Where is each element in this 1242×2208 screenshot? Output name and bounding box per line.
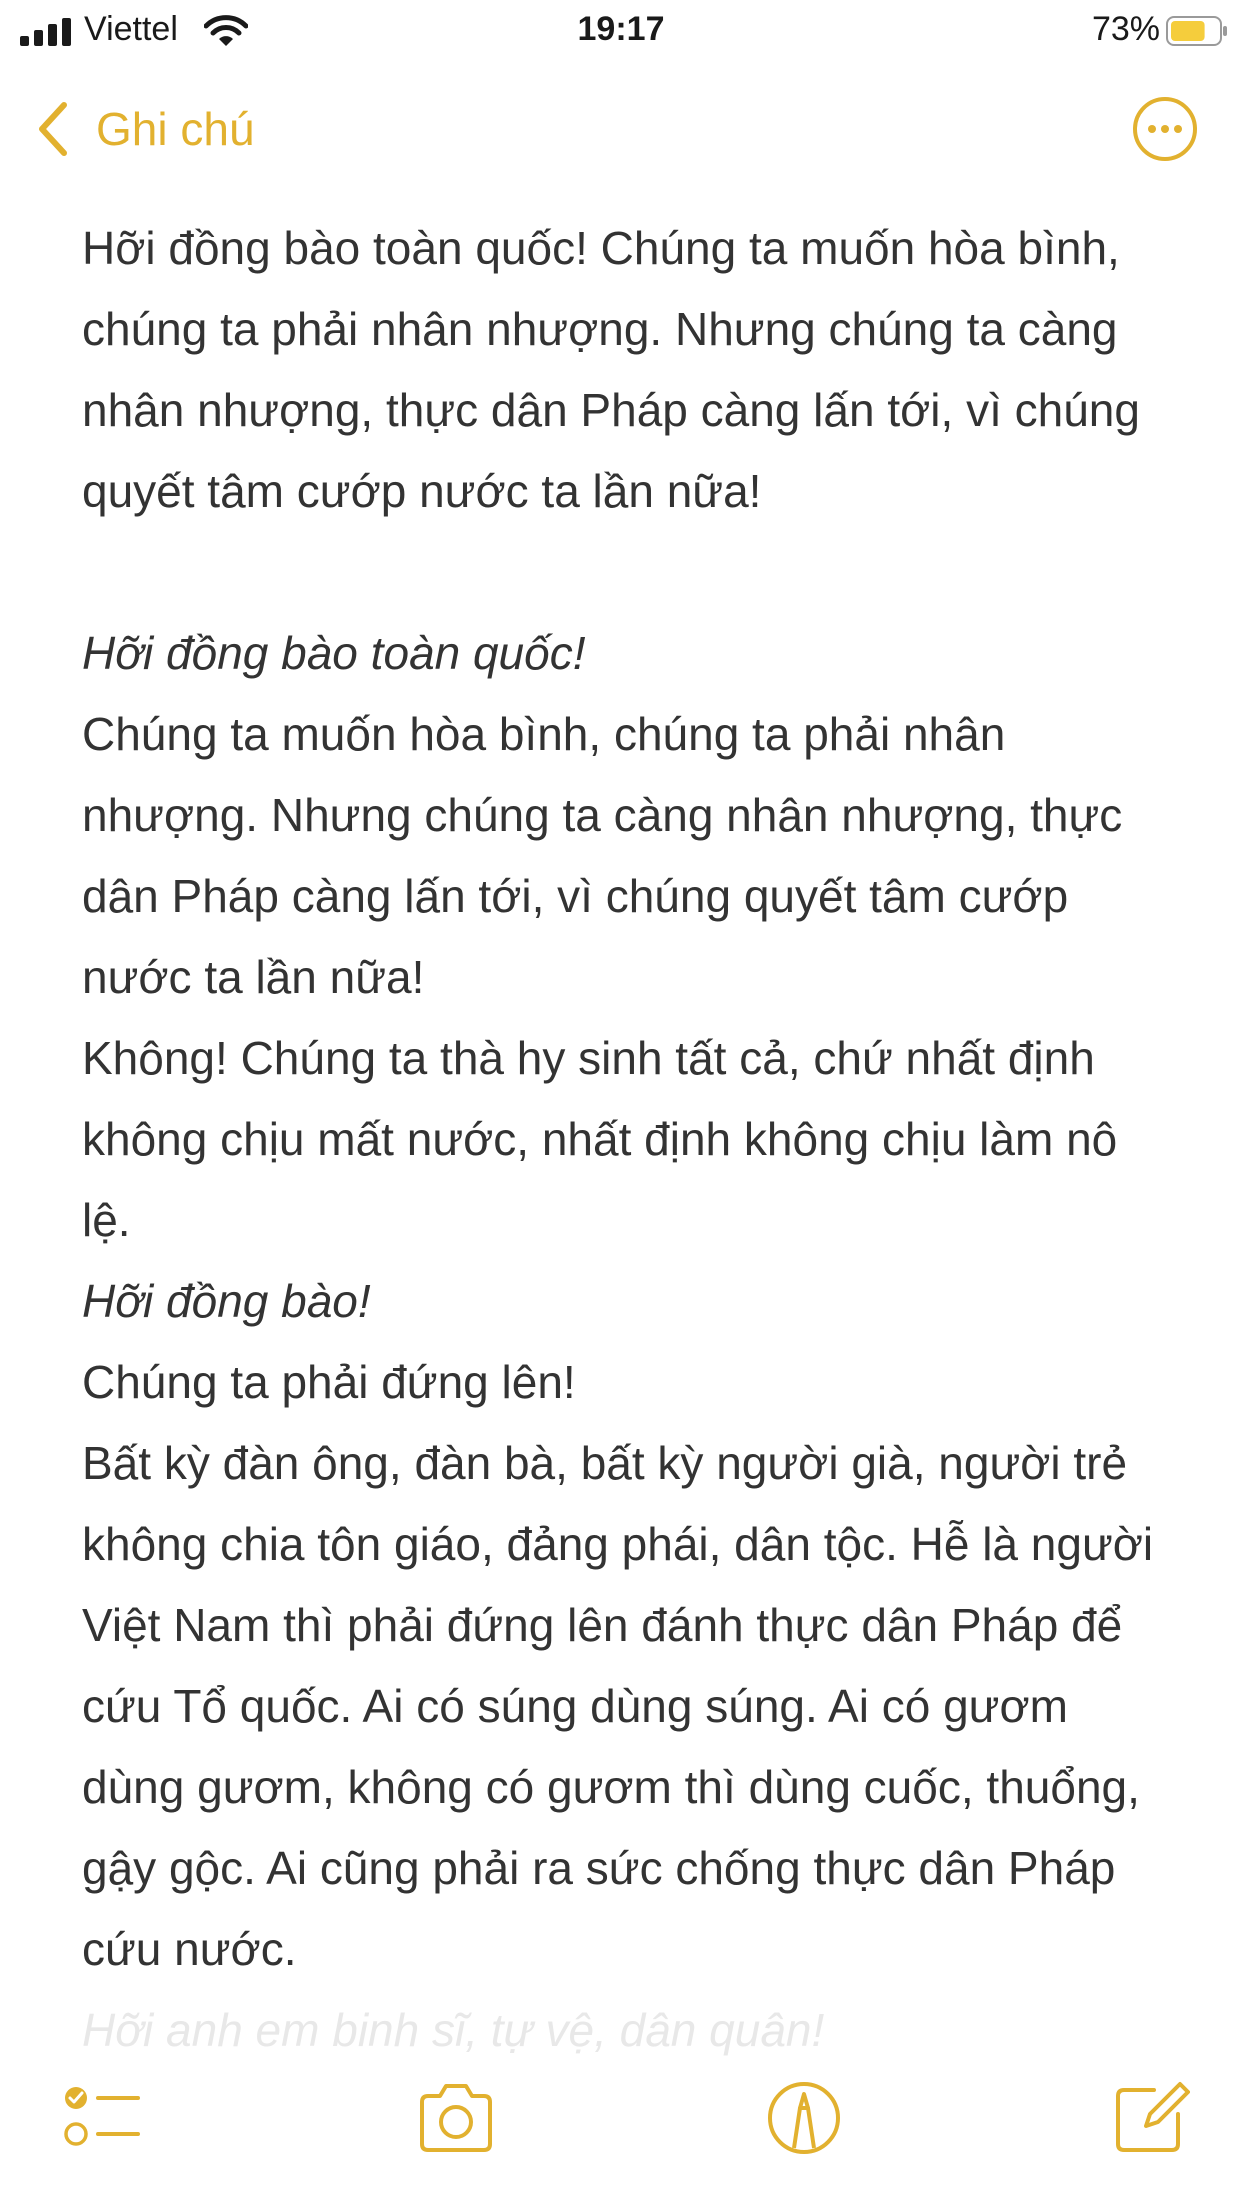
note-paragraph-9: Hỡi anh em binh sĩ, tự vệ, dân quân!: [82, 2004, 825, 2056]
note-paragraph-5: Không! Chúng ta thà hy sinh tất cả, chứ nhất định không chịu mất nước, nhất định không chịu làm nô lệ.: [82, 1032, 1118, 1246]
note-body[interactable]: [82, 208, 1172, 2071]
chevron-left-icon: [34, 99, 70, 159]
back-button[interactable]: [34, 94, 255, 164]
paragraph-spacer: [82, 532, 1172, 613]
markup-button[interactable]: [764, 2078, 844, 2158]
navigation-bar: [0, 80, 1242, 176]
battery-icon: [1166, 16, 1228, 46]
note-paragraph-8: Bất kỳ đàn ông, đàn bà, bất kỳ người già, người trẻ không chia tôn giáo, đảng phái, dân tộc. Hễ là người Việt Nam thì phải đứng lên đánh thực dân Pháp để cứu Tổ quốc. Ai có súng dùng súng. Ai có gươm dùng gươm, không có gươm thì dùng cuốc, thuổng, gậy gộc. Ai cũng phải ra sức chống thực dân Pháp cứu nước.: [82, 1437, 1154, 1975]
battery-percentage: 73%: [1091, 10, 1160, 48]
bottom-toolbar: [0, 2068, 1242, 2208]
carrier-name: Viettel: [84, 10, 178, 48]
note-paragraph-4: Chúng ta muốn hòa bình, chúng ta phải nhân nhượng. Nhưng chúng ta càng nhân nhượng, thực dân Pháp càng lấn tới, vì chúng quyết tâm cướp nước ta lần nữa!: [82, 708, 1123, 1003]
back-label: Ghi chú: [96, 103, 255, 155]
compose-button[interactable]: [1110, 2078, 1190, 2158]
camera-icon: [416, 2078, 496, 2158]
clock: 19:17: [577, 10, 665, 48]
camera-button[interactable]: [416, 2078, 496, 2158]
more-options-icon[interactable]: [1132, 96, 1198, 162]
markup-icon: [764, 2078, 844, 2158]
status-bar: [0, 0, 1242, 64]
note-paragraph-3: Hỡi đồng bào toàn quốc!: [82, 627, 586, 679]
checklist-icon: [62, 2078, 142, 2158]
note-paragraph-6: Hỡi đồng bào!: [82, 1275, 371, 1327]
compose-icon: [1110, 2078, 1190, 2158]
note-paragraph-1: Hỡi đồng bào toàn quốc! Chúng ta muốn hòa bình, chúng ta phải nhân nhượng. Nhưng chúng ta càng nhân nhượng, thực dân Pháp càng lấn tới, vì chúng quyết tâm cướp nước ta lần nữa!: [82, 222, 1140, 517]
note-paragraph-7: Chúng ta phải đứng lên!: [82, 1356, 576, 1408]
checklist-button[interactable]: [62, 2078, 142, 2158]
